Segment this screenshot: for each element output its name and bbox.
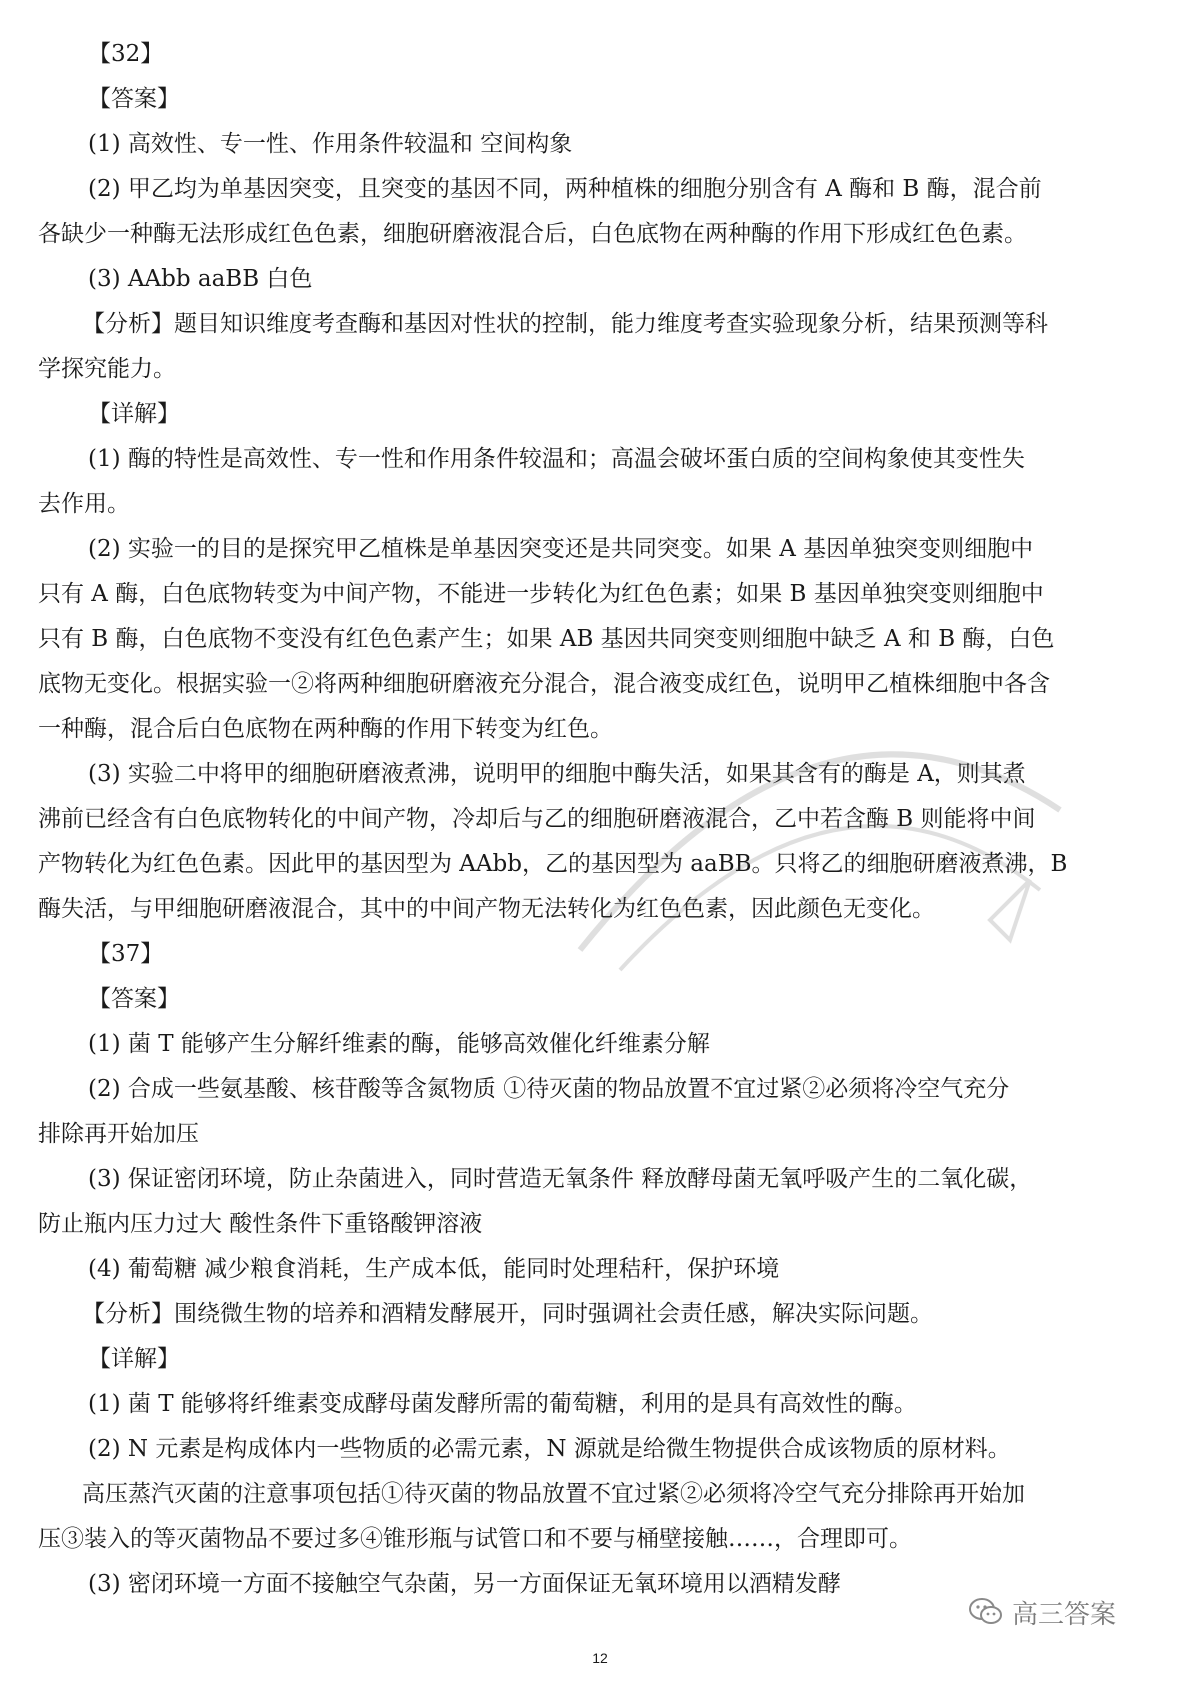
detail-line: (3) 密闭环境一方面不接触空气杂菌，另一方面保证无氧环境用以酒精发酵 [88,1571,841,1597]
brand-watermark [968,1594,1116,1630]
answer-line: 各缺少一种酶无法形成红色色素，细胞研磨液混合后，白色底物在两种酶的作用下形成红色色素。 [38,221,1027,247]
detail-line: 底物无变化。根据实验一②将两种细胞研磨液充分混合，混合液变成红色，说明甲乙植株细胞中各含 [38,671,1050,697]
detail-line: 只有 B 酶，白色底物不变没有红色色素产生；如果 AB 基因共同突变则细胞中缺乏 A 和 B 酶，白色 [38,626,1055,652]
detail-line: 酶失活，与甲细胞研磨液混合，其中的中间产物无法转化为红色色素，因此颜色无变化。 [38,896,935,922]
answer-line: 防止瓶内压力过大 酸性条件下重铬酸钾溶液 [38,1211,483,1237]
detail-line: (3) 实验二中将甲的细胞研磨液煮沸，说明甲的细胞中酶失活，如果其含有的酶是 A，则其煮 [88,761,1026,787]
detail-line: (2) 实验一的目的是探究甲乙植株是单基因突变还是共同突变。如果 A 基因单独突变则细胞中 [88,536,1034,562]
analysis-line: 学探究能力。 [38,356,176,382]
answer-line: (2) 甲乙均为单基因突变，且突变的基因不同，两种植株的细胞分别含有 A 酶和 B 酶，混合前 [88,176,1042,202]
answer-line: (3) AAbb aaBB 白色 [88,266,313,292]
analysis-line: 【分析】围绕微生物的培养和酒精发酵展开，同时强调社会责任感，解决实际问题。 [82,1301,933,1327]
answer-line: (1) 菌 T 能够产生分解纤维素的酶，能够高效催化纤维素分解 [88,1031,710,1057]
detail-line: (2) N 元素是构成体内一些物质的必需元素，N 源就是给微生物提供合成该物质的原材料。 [88,1436,1011,1462]
detail-line: 高压蒸汽灭菌的注意事项包括①待灭菌的物品放置不宜过紧②必须将冷空气充分排除再开始加 [82,1481,1025,1507]
detail-line: 沸前已经含有白色底物转化的中间产物，冷却后与乙的细胞研磨液混合，乙中若含酶 B 则能将中间 [38,806,1036,832]
detail-heading: 【详解】 [88,1346,180,1372]
detail-line: (1) 酶的特性是高效性、专一性和作用条件较温和；高温会破坏蛋白质的空间构象使其变性失 [88,446,1025,472]
detail-line: 去作用。 [38,491,130,517]
question-number-37: 【37】 [88,941,164,967]
answer-line: (4) 葡萄糖 减少粮食消耗，生产成本低，能同时处理秸秆，保护环境 [88,1256,780,1282]
answer-heading: 【答案】 [88,86,180,112]
answer-line: (2) 合成一些氨基酸、核苷酸等含氮物质 ①待灭菌的物品放置不宜过紧②必须将冷空气充分 [88,1076,1010,1102]
answer-line: (1) 高效性、专一性、作用条件较温和 空间构象 [88,131,573,157]
answer-heading: 【答案】 [88,986,180,1012]
answer-line: (3) 保证密闭环境，防止杂菌进入，同时营造无氧条件 释放酵母菌无氧呼吸产生的二氧化碳， [88,1166,1033,1192]
brand-text: 高三答案 [1012,1599,1117,1630]
answer-line: 排除再开始加压 [38,1121,199,1147]
detail-line: 只有 A 酶，白色底物转变为中间产物，不能进一步转化为红色色素；如果 B 基因单独突变则细胞中 [38,581,1044,607]
wechat-icon [968,1597,1004,1627]
analysis-line: 【分析】题目知识维度考查酶和基因对性状的控制，能力维度考查实验现象分析，结果预测等科 [82,311,1048,337]
detail-line: 一种酶，混合后白色底物在两种酶的作用下转变为红色。 [38,716,613,742]
detail-line: 产物转化为红色色素。因此甲的基因型为 AAbb，乙的基因型为 aaBB。只将乙的细胞研磨液煮沸，B [38,851,1068,877]
question-number-32: 【32】 [88,41,164,67]
detail-line: (1) 菌 T 能够将纤维素变成酵母菌发酵所需的葡萄糖，利用的是具有高效性的酶。 [88,1391,917,1417]
detail-heading: 【详解】 [88,401,180,427]
detail-line: 压③装入的等灭菌物品不要过多④锥形瓶与试管口和不要与桶壁接触……，合理即可。 [38,1526,912,1552]
page-number: 12 [592,1650,608,1666]
